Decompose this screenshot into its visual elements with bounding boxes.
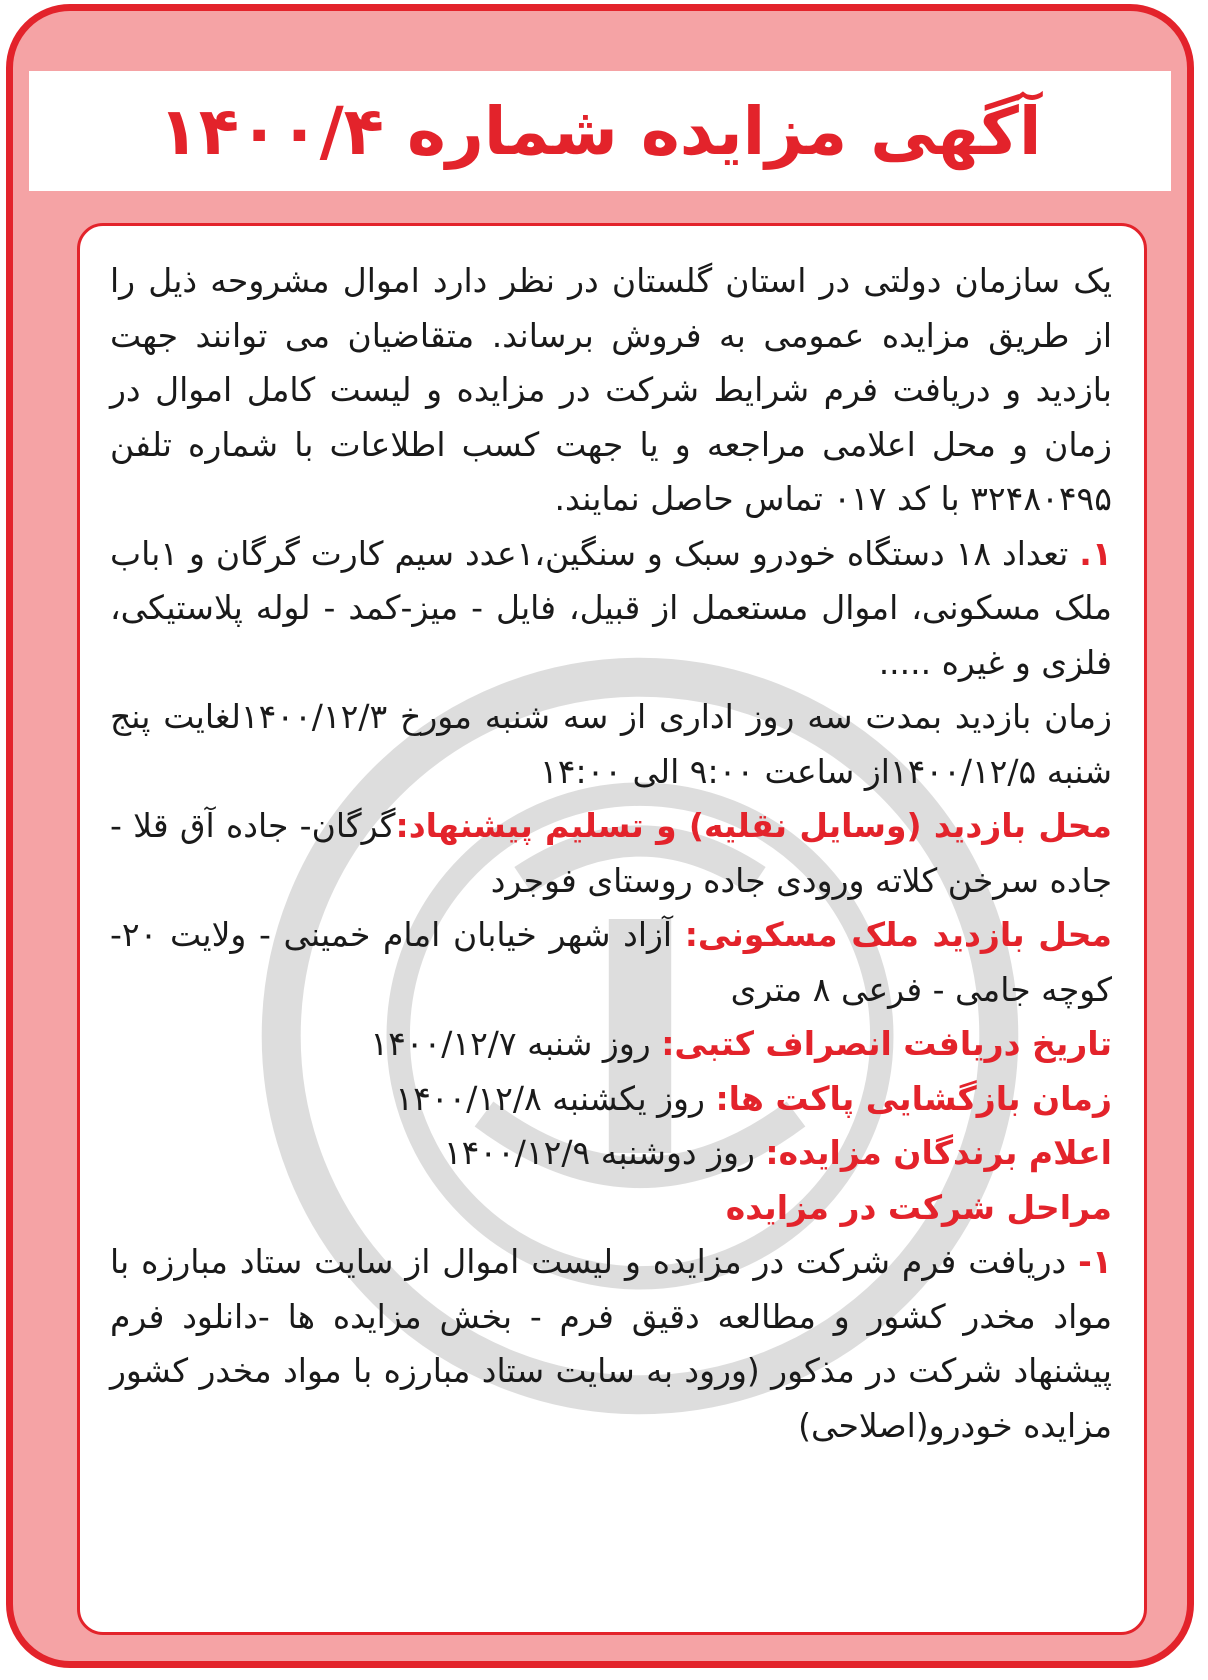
opening-time (110, 1072, 1112, 1127)
stage-1-text: دریافت فرم شرکت در مزایده و لیست اموال از سایت ستاد مبارزه با مواد مخدر کشور و مطالعه دقیق فرم - بخش مزایده ها -دانلود فرم پیشنهاد شرکت در مذکور (ورود به سایت ستاد مبارزه با مواد مخدر کشور مزایده خودرو(اصلاحی) (110, 1242, 1112, 1445)
residential-location-value: آزاد شهر خیابان امام خمینی - ولایت ۲۰- کوچه جامی - فرعی ۸ متری (110, 915, 1112, 1009)
ad-frame (6, 4, 1194, 1668)
stages-heading: مراحل شرکت در مزایده (725, 1187, 1112, 1227)
withdrawal-date-value: روز شنبه ۱۴۰۰/۱۲/۷ (370, 1024, 651, 1063)
opening-time-label: زمان بازگشایی پاکت ها: (715, 1078, 1112, 1118)
withdrawal-date-label: تاریخ دریافت انصراف کتبی: (661, 1024, 1112, 1063)
intro-paragraph: یک سازمان دولتی در استان گلستان در نظر دارد اموال مشروحه ذیل را از طریق مزایده عمومی به فروش برساند. متقاضیان می توانند جهت بازدید و دریافت فرم شرایط شرکت در مزایده و لیست کامل اموال در زمان و محل اعلامی مراجعه و یا جهت کسب اطلاعات با شماره تلفن ۳۲۴۸۰۴۹۵ با کد ۰۱۷ تماس حاصل نمایند. (110, 261, 1112, 518)
winners-announcement-label: اعلام برندگان مزایده: (765, 1133, 1112, 1172)
residential-location-label: محل بازدید ملک مسکونی: (684, 915, 1112, 954)
residential-location (110, 908, 1112, 1017)
visit-time: زمان بازدید بمدت سه روز اداری از سه شنبه مورخ ۱۴۰۰/۱۲/۳لغایت پنج شنبه ۱۴۰۰/۱۲/۵از ساعت ۹:۰۰ الی ۱۴:۰۰ (110, 697, 1112, 791)
vehicle-location-value: گرگان- جاده آق قلا - جاده سرخن کلاته ورودی جاده روستای فوجرد (110, 806, 1112, 900)
content-panel (77, 223, 1147, 1635)
stage-1-number: ۱- (1078, 1242, 1112, 1281)
winners-announcement (110, 1126, 1112, 1181)
winners-announcement-value: روز دوشنبه ۱۴۰۰/۱۲/۹ (443, 1133, 755, 1172)
item-1 (110, 527, 1112, 691)
vehicle-location (110, 799, 1112, 908)
item-1-text: تعداد ۱۸ دستگاه خودرو سبک و سنگین،۱عدد سیم کارت گرگان و ۱باب ملک مسکونی، اموال مستعمل از قبیل، فایل - میز-کمد - لوله پلاستیکی، فلزی و غیره ..... (110, 533, 1112, 682)
stage-1 (110, 1235, 1112, 1453)
opening-time-value: روز یکشنبه ۱۴۰۰/۱۲/۸ (395, 1078, 705, 1118)
page-title: آگهی مزایده شماره ۱۴۰۰/۴ (158, 92, 1042, 170)
title-band (29, 71, 1171, 191)
vehicle-location-label: محل بازدید (وسایل نقلیه) و تسلیم پیشنهاد: (395, 806, 1112, 845)
withdrawal-date (110, 1017, 1112, 1072)
item-1-number: ۱. (1079, 533, 1112, 573)
ad-body (80, 226, 1144, 1453)
